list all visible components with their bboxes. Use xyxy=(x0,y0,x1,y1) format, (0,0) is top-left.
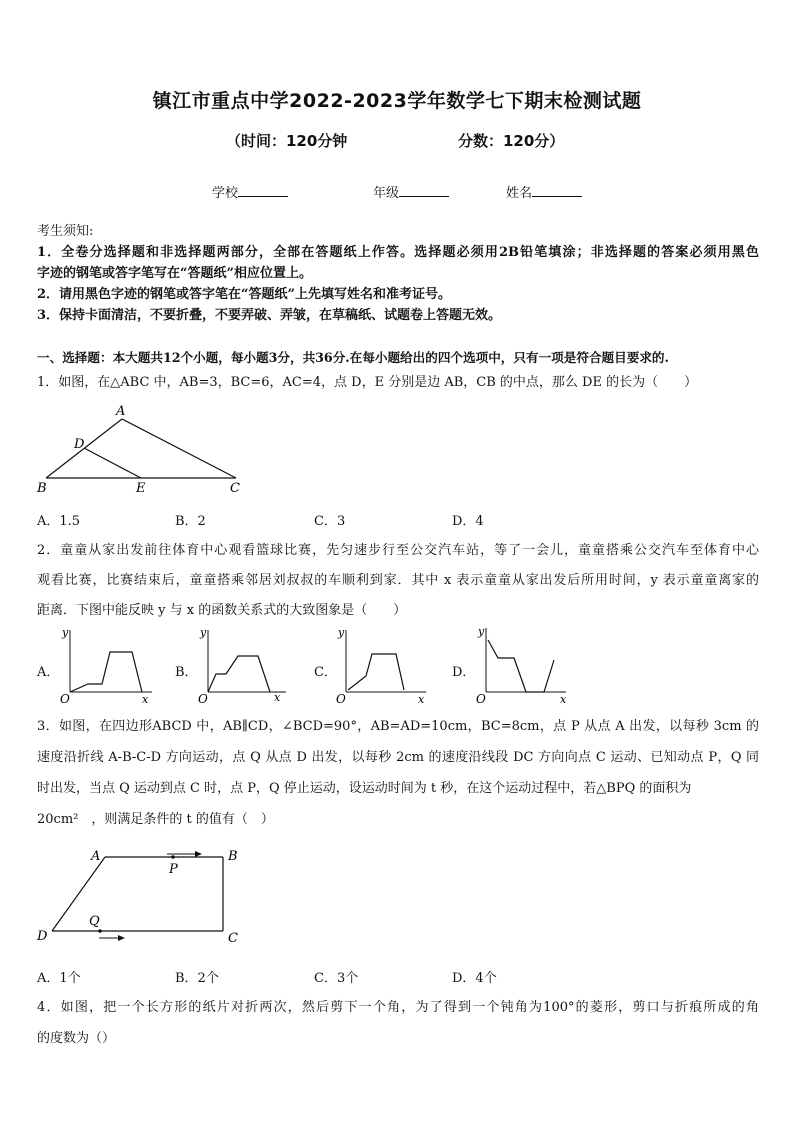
q1-triangle-figure xyxy=(30,400,250,500)
q3-option-d[interactable]: D．4个 xyxy=(452,971,497,986)
page-title: 镇江市重点中学2022-2023学年数学七下期末检测试题 xyxy=(152,90,642,112)
q2-option-b[interactable]: B． xyxy=(175,665,198,680)
q3-option-a[interactable]: A．1个 xyxy=(37,971,81,986)
notice-item-3: 3．保持卡面清洁，不要折叠，不要弄破、弄皱，在草稿纸、试题卷上答题无效。 xyxy=(37,308,502,323)
label-d: D xyxy=(37,929,48,944)
notice-item-1-cont: 字迹的钢笔或答字笔写在“答题纸”相应位置上。 xyxy=(37,266,312,281)
question-2-line-3: 距离．下图中能反映 y 与 x 的函数关系式的大致图象是（ ） xyxy=(37,603,407,618)
label-b: B xyxy=(228,849,238,864)
section-heading: 一、选择题：本大题共12个小题，每小题3分，共36分.在每小题给出的四个选项中，只有一项是符合题目要求的. xyxy=(37,350,669,365)
svg-text:O: O xyxy=(476,692,486,704)
q2-option-c[interactable]: C． xyxy=(314,665,337,680)
question-3-line-2: 速度沿折线 A-B-C-D 方向运动，点 Q 从点 D 出发，以每秒 2cm 的速度沿线段 DC 方向向点 C 运动、已知动点 P，Q 同 xyxy=(37,750,759,765)
q3-trapezoid-figure xyxy=(30,840,250,950)
svg-text:y: y xyxy=(62,626,69,639)
question-1-text: 1．如图，在△ABC 中，AB=3，BC=6，AC=4，点 D，E 分别是边 AB，CB 的中点，那么 DE 的长为（ ） xyxy=(37,375,698,390)
grade-blank[interactable] xyxy=(399,184,449,197)
notice-item-1: 1．全卷分选择题和非选择题两部分，全部在答题纸上作答。选择题必须用2B铅笔填涂；非选择题的答案必须用黑色 xyxy=(37,245,760,260)
question-2-line-2: 观看比赛，比赛结束后，童童搭乘邻居刘叔叔的车顺利到家．其中 x 表示童童从家出发后所用时间，y 表示童童离家的 xyxy=(37,573,759,588)
question-2-line-1: 2．童童从家出发前往体育中心观看篮球比赛，先匀速步行至公交汽车站，等了一会儿，童童搭乘公交汽车至体育中心 xyxy=(37,543,759,558)
question-3-line-4: 20cm² ，则满足条件的 t 的值有（ ） xyxy=(37,812,274,827)
name-blank[interactable] xyxy=(532,184,582,197)
graph-a xyxy=(58,624,158,704)
notice-heading: 考生须知: xyxy=(37,224,94,239)
school-blank[interactable] xyxy=(238,184,288,197)
svg-text:O: O xyxy=(198,692,208,704)
q2-option-d[interactable]: D． xyxy=(452,665,476,680)
grade-field: 年级 xyxy=(373,182,449,201)
q3-option-b[interactable]: B．2个 xyxy=(175,971,219,986)
label-e: E xyxy=(136,481,146,496)
q1-option-b[interactable]: B．2 xyxy=(175,514,206,529)
svg-text:y: y xyxy=(478,625,485,638)
svg-text:y: y xyxy=(338,626,345,639)
svg-text:x: x xyxy=(274,691,281,704)
question-4-line-2: 的度数为（） xyxy=(37,1031,116,1046)
label-b: B xyxy=(37,481,47,496)
question-3-line-3: 时出发，当点 Q 运动到点 C 时，点 P，Q 停止运动，设运动时间为 t 秒，在这个运动过程中，若△BPQ 的面积为 xyxy=(37,781,692,796)
q1-option-d[interactable]: D．4 xyxy=(452,514,484,529)
label-d: D xyxy=(74,437,85,452)
graph-b xyxy=(196,624,296,704)
q2-option-a[interactable]: A． xyxy=(37,665,60,680)
graph-c xyxy=(334,624,434,704)
question-3-line-1: 3．如图，在四边形ABCD 中，AB∥CD，∠BCD=90°，AB=AD=10cm，BC=8cm，点 P 从点 A 出发，以每秒 3cm 的 xyxy=(37,719,759,734)
score-label: 分数：120分） xyxy=(458,132,565,150)
school-field: 学校 xyxy=(212,182,288,201)
q1-option-a[interactable]: A．1.5 xyxy=(37,514,81,529)
question-4-line-1: 4．如图，把一个长方形的纸片对折两次，然后剪下一个角，为了得到一个钝角为100°的菱形，剪口与折痕所成的角 xyxy=(37,1000,759,1015)
label-a: A xyxy=(91,849,101,864)
q1-option-c[interactable]: C．3 xyxy=(314,514,346,529)
notice-item-2: 2．请用黑色字迹的钢笔或答字笔在“答题纸”上先填写姓名和准考证号。 xyxy=(37,287,452,302)
graph-d xyxy=(474,624,574,704)
name-field: 姓名 xyxy=(506,182,582,201)
svg-text:O: O xyxy=(336,692,346,704)
label-c: C xyxy=(228,931,238,946)
label-p: P xyxy=(169,862,178,877)
svg-text:x: x xyxy=(418,693,425,704)
q3-option-c[interactable]: C．3个 xyxy=(314,971,359,986)
label-a: A xyxy=(116,404,126,419)
svg-text:y: y xyxy=(200,626,207,639)
svg-text:x: x xyxy=(142,693,149,704)
label-q: Q xyxy=(89,914,100,929)
svg-text:x: x xyxy=(560,693,567,704)
time-label: （时间：120分钟 xyxy=(226,132,348,150)
label-c: C xyxy=(230,481,240,496)
svg-text:O: O xyxy=(60,692,70,704)
